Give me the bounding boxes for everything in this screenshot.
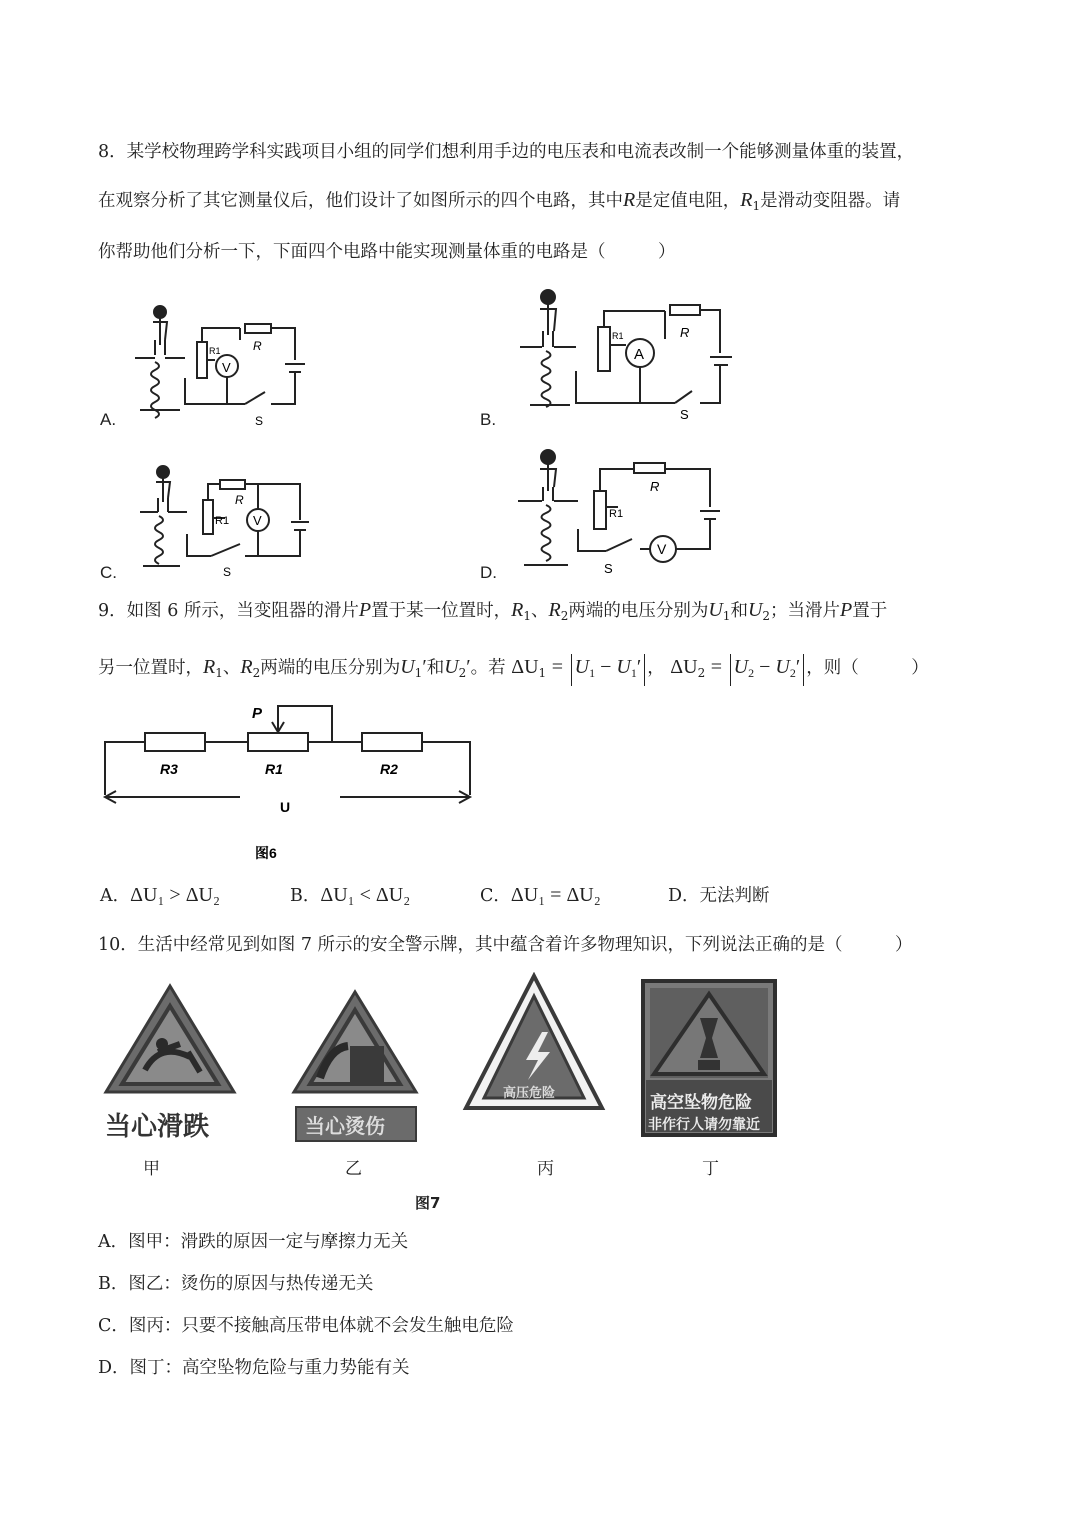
q8-circuit-d-s: S [604,561,613,576]
q9-line1 [98,598,887,628]
q9-r2-symbol: R [548,599,561,621]
q8-r1-sub: 1 [752,199,761,213]
q9-fig-p-label: P [252,705,263,722]
q9-option-a [100,882,220,907]
q10-sign-label-bing: 丙 [537,1159,554,1179]
q9-option-c-label: C． [480,886,511,906]
q8-line1: 8．某学校物理跨学科实践项目小组的同学们想利用手边的电压表和电流表改制一个能够测量体重的装置， [98,142,915,162]
q10-stem: 10．生活中经常见到如图 7 所示的安全警示牌，其中蕴含着许多物理知识，下列说法正确的是（ ） [98,935,913,955]
q8-circuit-b-s: S [680,407,689,422]
q8-option-b-label: B. [480,410,497,429]
q9-u1p-symbol: U [400,656,415,678]
q9-option-b-label: B． [290,886,321,906]
q8-circuit-d [510,445,740,580]
q10-option-b: B．图乙：烫伤的原因与热传递无关 [98,1274,374,1294]
q10-option-d: D．图丁：高空坠物危险与重力势能有关 [98,1358,410,1378]
q9-abs1-minus: − [600,656,612,678]
q10-sign-label-ding: 丁 [702,1159,719,1179]
q9-option-a-label: A． [100,886,131,906]
q9-r2-sub-2: 2 [252,666,261,680]
q9-delta-u2-sub: 2 [697,666,706,680]
q8-circuit-b-r1: R1 [612,331,624,341]
q9-abs2-u2p: U [775,656,790,678]
q8-circuit-c-meter: V [253,513,262,528]
q9-figure-6 [100,700,480,865]
q10-option-a: A．图甲：滑跌的原因一定与摩擦力无关 [98,1232,409,1252]
q8-option-c-label: C. [100,563,117,582]
q9-sep-2: 、 [222,658,241,678]
q8-option-a-label: A. [100,410,117,429]
q9-abs-1 [571,654,646,686]
q9-abs1-u1p-sub: 1 [630,666,637,680]
q9-line2 [98,654,929,686]
q8-circuit-c-r1: R1 [215,515,230,527]
q8-line2-text-a: 在观察分析了其它测量仪后，他们设计了如图所示的四个电路，其中 [98,191,623,211]
q8-circuit-b-r: R [680,325,690,340]
q9-option-d-label: D． [668,886,700,906]
q9-abs1-u1-sub: 1 [589,666,596,680]
q8-circuit-a-s: S [255,414,264,428]
q8-circuit-c-r: R [235,493,244,507]
q9-eq-2: = [710,656,723,678]
q9-u1-sub: 1 [722,609,731,623]
q9-text-2d: ，则（ ） [806,658,929,678]
q8-r1-symbol: R [740,189,753,211]
q10-figure-caption: 图7 [415,1194,441,1212]
q9-option-b-text: ΔU₁ < ΔU₂ [320,884,411,906]
q9-abs1-u1: U [574,656,590,678]
q10-sign-yi-caption: 当心烫伤 [305,1114,385,1138]
q8-circuit-d-r: R [650,479,660,494]
q9-text-2a: 另一位置时， [98,658,203,678]
q9-option-d-text: 无法判断 [699,886,770,906]
q9-abs2-u2p-sub: 2 [789,666,796,680]
q8-circuit-a [125,300,315,430]
q10-sign-jia [100,982,240,1100]
q10-sign-bing-caption: 高压危险 [503,1086,556,1101]
q10-sign-jia-caption: 当心滑跌 [105,1112,210,1142]
q10-sign-ding-caption: 高空坠物危险 [650,1093,752,1113]
q9-text-2c: 。若 [470,658,506,678]
q8-circuit-d-r1: R1 [609,508,624,520]
q9-option-a-text: ΔU₁ > ΔU₂ [130,884,220,906]
q9-abs2-minus: − [759,656,771,678]
q9-u2p-sub: 2 [458,666,467,680]
q9-option-c [480,882,601,907]
q9-u1p-sub: 1 [414,666,423,680]
q9-fig-r1-label: R1 [265,761,283,777]
q9-and-2: 和 [426,658,445,678]
q9-prime-2: ′ [466,656,471,678]
q9-text-1e: 置于 [852,601,888,621]
q8-r-symbol: R [623,189,636,211]
q9-r1-symbol: R [511,599,524,621]
q9-delta-u2: ΔU [670,656,698,678]
q8-circuit-c-s: S [223,565,232,579]
q9-r1-sub-2: 1 [215,666,223,680]
q8-circuit-a-r: R [253,339,262,353]
q9-abs2-u2-sub: 2 [748,666,755,680]
q9-text-1b: 置于某一位置时， [371,601,512,621]
q9-abs-2 [730,654,805,686]
q8-line2-text-c: 是滑动变阻器。请 [760,191,901,211]
q9-and: 和 [730,601,748,621]
q9-delta-u1: ΔU [511,656,539,678]
q9-r1-sub: 1 [523,609,531,623]
q9-p-symbol: P [358,599,372,621]
q9-text-1c: 两端的电压分别为 [568,601,709,621]
q9-r2-symbol-2: R [240,656,253,678]
q9-fig-u-label: U [280,799,291,815]
q8-circuit-b [510,285,750,425]
q9-fig-r3-label: R3 [160,761,178,777]
q9-delta-u1-sub: 1 [538,666,547,680]
q9-text-1d: ；当滑片 [770,601,841,621]
q9-u1-symbol: U [708,599,723,621]
q9-abs1-prime: ′ [636,656,642,678]
q9-fig-caption: 图6 [255,845,277,861]
q10-sign-label-yi: 乙 [345,1159,362,1179]
q10-sign-label-jia: 甲 [143,1159,160,1179]
q8-circuit-b-meter: A [634,346,645,363]
q9-text-2b: 两端的电压分别为 [260,658,401,678]
q8-circuit-d-meter: V [657,541,667,557]
q9-eq-1: = [551,656,564,678]
q9-u2-symbol: U [747,599,763,621]
q9-option-d [668,882,770,907]
q9-comma: ， [647,658,665,678]
q9-prime-1: ′ [422,656,427,678]
q8-line2-text-b: 是定值电阻， [635,191,741,211]
q9-abs1-u1p: U [616,656,631,678]
q9-abs2-u2: U [733,656,749,678]
q9-fig-r2-label: R2 [380,761,398,777]
q8-option-d-label: D. [480,563,497,582]
q9-option-b [290,882,410,907]
q8-line3: 你帮助他们分析一下，下面四个电路中能实现测量体重的电路是（ ） [98,242,676,262]
q8-circuit-a-meter: V [222,360,231,375]
q9-p2-symbol: P [840,599,853,621]
q9-r2-sub: 2 [560,609,569,623]
q9-u2-sub: 2 [762,609,771,623]
q9-abs2-prime: ′ [795,656,801,678]
q9-option-c-text: ΔU₁ = ΔU₂ [510,884,601,906]
q9-sep: 、 [530,601,549,621]
q9-r1-symbol-2: R [203,656,216,678]
q9-text-1a: 9．如图 6 所示，当变阻器的滑片 [98,601,359,621]
q8-circuit-c [135,460,325,580]
q8-circuit-a-r1: R1 [209,346,221,356]
q9-u2p-symbol: U [444,656,459,678]
q10-option-c: C．图丙：只要不接触高压带电体就不会发生触电危险 [98,1316,514,1336]
q10-sign-ding-caption-2: 非作行人请勿靠近 [648,1117,760,1133]
q10-sign-yi [290,988,420,1100]
q8-line2 [98,188,900,218]
